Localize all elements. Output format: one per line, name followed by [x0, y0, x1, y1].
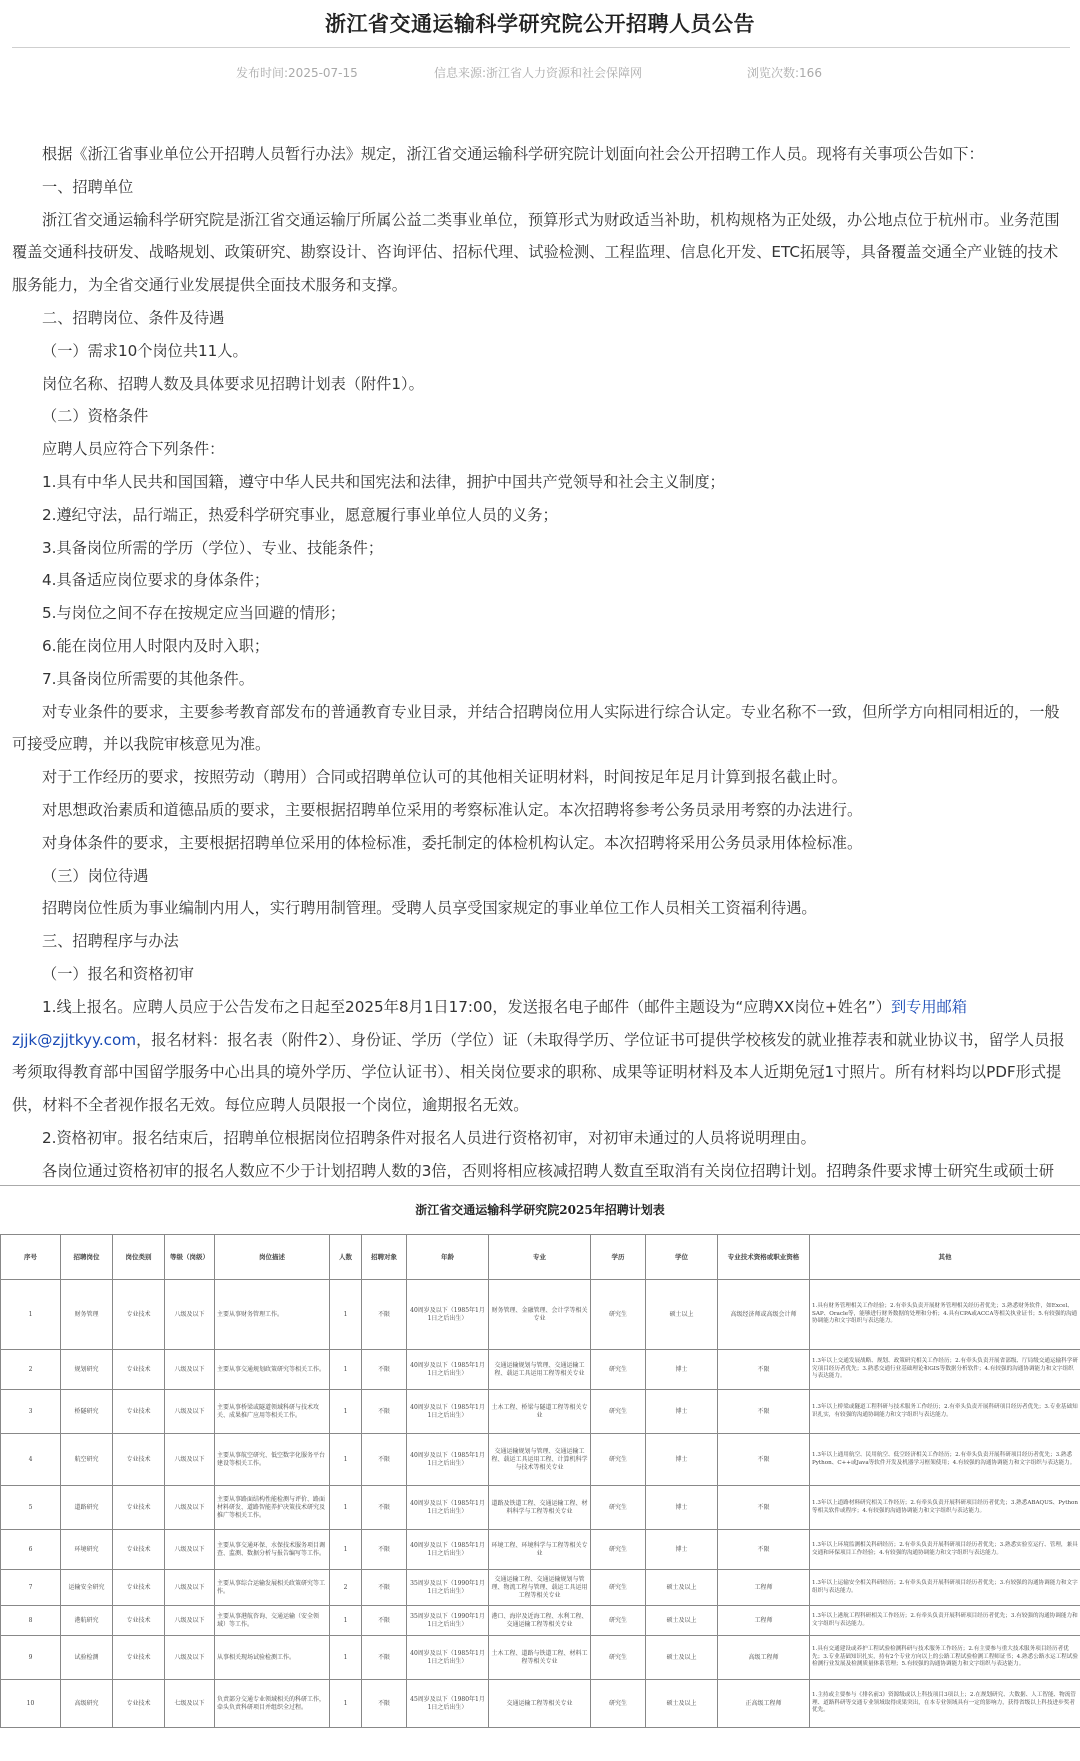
table-cell: 不限 — [362, 1606, 407, 1636]
table-cell: 4 — [1, 1434, 61, 1486]
table-cell: 航空研究 — [61, 1434, 113, 1486]
table-cell: 交通运输工程等相关专业 — [489, 1680, 591, 1728]
subsection-heading: （一）需求10个岗位共11人。 — [12, 335, 1068, 368]
article-body — [12, 138, 1068, 1188]
page-title: 浙江省交通运输科学研究院公开招聘人员公告 — [0, 8, 1080, 38]
section-heading: 二、招聘岗位、条件及待遇 — [12, 302, 1068, 335]
table-cell: 40周岁及以下（1985年1月1日之后出生） — [407, 1280, 489, 1350]
table-cell: 正高级工程师 — [718, 1680, 810, 1728]
table-cell: 八级及以下 — [165, 1570, 215, 1606]
table-cell: 硕士及以上 — [646, 1636, 718, 1680]
table-cell: 2 — [330, 1570, 362, 1606]
table-cell: 不限 — [718, 1530, 810, 1570]
table-cell: 1 — [330, 1390, 362, 1434]
table-cell: 1 — [330, 1434, 362, 1486]
table-cell: 高级经济师或高级会计师 — [718, 1280, 810, 1350]
info-source: 信息来源:浙江省人力资源和社会保障网 — [434, 64, 642, 81]
paragraph: 应聘人员应符合下列条件： — [12, 433, 1068, 466]
table-cell: 不限 — [362, 1636, 407, 1680]
table-cell: 环境研究 — [61, 1530, 113, 1570]
table-cell: 八级及以下 — [165, 1434, 215, 1486]
table-cell: 交通运输规划与管理、交通运输工程、载运工具运用工程等相关专业 — [489, 1350, 591, 1390]
subsection-heading: （二）资格条件 — [12, 400, 1068, 433]
table-cell: 研究生 — [591, 1606, 646, 1636]
table-cell: 1.具有财务管理相关工作经验；2.有牵头负责开展财务管理相关经历者优先；3.熟悉财务软件，如Excel、SAP、Oracle等，能够进行财务数据的处理和分析；4.具有CPA或ACCA等相关执业证书；5.有较强的沟通协调能力和文字组织与表达能力。 — [810, 1280, 1080, 1350]
table-cell: 硕士以上 — [646, 1280, 718, 1350]
table-header-row — [1, 1235, 1080, 1280]
column-header: 其他 — [810, 1235, 1080, 1280]
table-cell: 研究生 — [591, 1680, 646, 1728]
table-row — [1, 1570, 1080, 1606]
subsection-heading: （三）岗位待遇 — [12, 860, 1068, 893]
table-cell: 专业技术 — [113, 1636, 165, 1680]
table-cell: 不限 — [718, 1486, 810, 1530]
paragraph: 岗位名称、招聘人数及具体要求见招聘计划表（附件1）。 — [12, 368, 1068, 401]
column-header: 岗位类别 — [113, 1235, 165, 1280]
table-cell: 港口、海岸及近海工程、水利工程、交通运输工程等相关专业 — [489, 1606, 591, 1636]
table-cell: 不限 — [718, 1390, 810, 1434]
column-header: 招聘岗位 — [61, 1235, 113, 1280]
table-cell: 40周岁及以下（1985年1月1日之后出生） — [407, 1530, 489, 1570]
table-cell: 1 — [330, 1280, 362, 1350]
table-row — [1, 1390, 1080, 1434]
table-cell: 不限 — [362, 1680, 407, 1728]
table-cell: 研究生 — [591, 1570, 646, 1606]
table-row — [1, 1280, 1080, 1350]
paragraph: 根据《浙江省事业单位公开招聘人员暂行办法》规定，浙江省交通运输科学研究院计划面向社会公开招聘工作人员。现将有关事项公告如下： — [12, 138, 1068, 171]
email-link[interactable]: 到专用邮箱zjjk@zjjtkyy.com — [12, 998, 967, 1049]
condition-item: 2.遵纪守法，品行端正，热爱科学研究事业，愿意履行事业单位人员的义务； — [12, 499, 1068, 532]
table-cell: 桥隧研究 — [61, 1390, 113, 1434]
table-cell: 八级及以下 — [165, 1486, 215, 1530]
paragraph: 各岗位通过资格初审的报名人数应不少于计划招聘人数的3倍，否则将相应核减招聘人数直至取消有关岗位招聘计划。招聘条件要求博士研究生或硕士研 — [12, 1155, 1068, 1188]
registration-text: 1.线上报名。应聘人员应于公告发布之日起至2025年8月1日17:00，发送报名电子邮件（邮件主题设为“应聘XX岗位+姓名”） — [42, 998, 891, 1016]
table-cell: 研究生 — [591, 1280, 646, 1350]
table-cell: 不限 — [362, 1486, 407, 1530]
table-row — [1, 1680, 1080, 1728]
table-cell: 1.3年以上港航工程科研相关工作经历；2.有牵头负责开展科研项目经历者优先；3.有较强的沟通协调能力和文字组织与表达能力。 — [810, 1606, 1080, 1636]
table-cell: 运输安全研究 — [61, 1570, 113, 1606]
paragraph: 2.资格初审。报名结束后，招聘单位根据岗位招聘条件对报名人员进行资格初审，对初审未通过的人员将说明理由。 — [12, 1122, 1068, 1155]
registration-paragraph — [12, 991, 1068, 1122]
table-cell: 八级及以下 — [165, 1350, 215, 1390]
table-cell: 八级及以下 — [165, 1530, 215, 1570]
table-cell: 主要从事交通规划政策研究等相关工作。 — [215, 1350, 330, 1390]
table-cell: 道路及铁道工程、交通运输工程、材料科学与工程等相关专业 — [489, 1486, 591, 1530]
table-cell: 不限 — [362, 1350, 407, 1390]
table-row — [1, 1434, 1080, 1486]
table-cell: 1.具有交通建设或养护工程试验检测科研与技术服务工作经历；2.有主要参与重大技术服务项目经历者优先；3.专业基础知识扎实，持有2个专业方向以上的公路工程试验检测工程师证书；4.熟悉公路水运工程试验检测行业发展及检测质量体系管理；5.有较强的沟通协调能力和文字组织与表达能力。 — [810, 1636, 1080, 1680]
table-cell: 专业技术 — [113, 1570, 165, 1606]
condition-item: 3.具备岗位所需的学历（学位）、专业、技能条件； — [12, 532, 1068, 565]
table-cell: 3 — [1, 1390, 61, 1434]
table-cell: 从事相关现场试验检测工作。 — [215, 1636, 330, 1680]
table-cell: 硕士及以上 — [646, 1680, 718, 1728]
table-cell: 不限 — [362, 1530, 407, 1570]
paragraph: 招聘岗位性质为事业编制内用人，实行聘用制管理。受聘人员享受国家规定的事业单位工作人员相关工资福利待遇。 — [12, 892, 1068, 925]
table-cell: 8 — [1, 1606, 61, 1636]
table-cell: 研究生 — [591, 1434, 646, 1486]
table-row — [1, 1530, 1080, 1570]
table-cell: 不限 — [718, 1434, 810, 1486]
condition-item: 4.具备适应岗位要求的身体条件； — [12, 564, 1068, 597]
table-cell: 不限 — [362, 1434, 407, 1486]
table-cell: 1 — [330, 1636, 362, 1680]
table-cell: 5 — [1, 1486, 61, 1530]
table-cell: 规划研究 — [61, 1350, 113, 1390]
table-cell: 专业技术 — [113, 1390, 165, 1434]
table-cell: 1.主持或主要参与《排名前3》资源级或以上科技项目3项以上；2.在规划研究、大数据、人工智能、物流管理、道路科研等交通专业领域取得成果突出，在本专业领域具有一定的影响力，获得省级以上科技进步奖者优先。 — [810, 1680, 1080, 1728]
registration-materials: ，报名材料：报名表（附件2）、身份证、学历（学位）证（未取得学历、学位证书可提供学校核发的就业推荐表和就业协议书，留学人员报考须取得教育部中国留学服务中心出具的境外学历、学位认证书）、相关岗位要求的职称、成果等证明材料及本人近期免冠1寸照片。所有材料均以PDF形式提供，材料不全者视作报名无效。每位应聘人员限报一个岗位，逾期报名无效。 — [12, 1031, 1065, 1115]
table-cell: 专业技术 — [113, 1606, 165, 1636]
paragraph: 对思想政治素质和道德品质的要求，主要根据招聘单位采用的考察标准认定。本次招聘将参考公务员录用考察的办法进行。 — [12, 794, 1068, 827]
table-cell: 45周岁及以下（1980年1月1日之后出生） — [407, 1680, 489, 1728]
plan-table-title: 浙江省交通运输科学研究院2025年招聘计划表 — [0, 1186, 1080, 1234]
column-header: 年龄 — [407, 1235, 489, 1280]
table-cell: 环境工程、环境科学与工程等相关专业 — [489, 1530, 591, 1570]
table-row — [1, 1606, 1080, 1636]
table-row — [1, 1350, 1080, 1390]
table-cell: 1 — [330, 1680, 362, 1728]
column-header: 学历 — [591, 1235, 646, 1280]
table-cell: 八级及以下 — [165, 1390, 215, 1434]
view-count: 浏览次数:166 — [747, 64, 822, 81]
table-cell: 35周岁及以下（1990年1月1日之后出生） — [407, 1606, 489, 1636]
table-cell: 主要从事综合运输发展相关政策研究等工作。 — [215, 1570, 330, 1606]
column-header: 序号 — [1, 1235, 61, 1280]
column-header: 人数 — [330, 1235, 362, 1280]
table-cell: 1.3年以上环境监测相关科研经历；2.有牵头负责开展科研项目经历者优先；3.熟悉实验室运行、管理，兼具交通和环保项目工作经验；4.有较强的沟通协调能力和文字组织与表达能力。 — [810, 1530, 1080, 1570]
table-cell: 1.3年以上道路材料研究相关工作经历；2.有牵头负责开展科研项目经历者优先；3.熟悉ABAQUS、Python等相关软件或程序；4.有较强的沟通协调能力和文字组织与表达能力。 — [810, 1486, 1080, 1530]
paragraph: 对于工作经历的要求，按照劳动（聘用）合同或招聘单位认可的其他相关证明材料，时间按足年足月计算到报名截止时。 — [12, 761, 1068, 794]
table-cell: 10 — [1, 1680, 61, 1728]
table-cell: 博士 — [646, 1434, 718, 1486]
recruitment-plan-table — [0, 1234, 1080, 1728]
table-cell: 交通运输规划与管理、交通运输工程、载运工具运用工程、计算机科学与技术等相关专业 — [489, 1434, 591, 1486]
publish-time: 发布时间:2025-07-15 — [236, 64, 358, 81]
table-cell: 财务管理 — [61, 1280, 113, 1350]
table-cell: 主要从事路面结构性能检测与评价、路面材料研发、道路智能养护决策技术研究及推广等相关工作。 — [215, 1486, 330, 1530]
table-cell: 主要从事桥梁或隧道领域科研与技术攻关、成果推广应用等相关工作。 — [215, 1390, 330, 1434]
table-cell: 1.3年以上运输安全相关科研经历；2.有牵头负责开展科研项目经历者优先；3.有较强的沟通协调能力和文字组织与表达能力。 — [810, 1570, 1080, 1606]
table-cell: 主要从事航空研究、低空数字化服务平台建设等相关工作。 — [215, 1434, 330, 1486]
table-cell: 财务管理、金融管理、会计学等相关专业 — [489, 1280, 591, 1350]
table-cell: 八级及以下 — [165, 1280, 215, 1350]
table-cell: 专业技术 — [113, 1350, 165, 1390]
table-cell: 9 — [1, 1636, 61, 1680]
condition-item: 1.具有中华人民共和国国籍，遵守中华人民共和国宪法和法律，拥护中国共产党领导和社会主义制度； — [12, 466, 1068, 499]
table-cell: 专业技术 — [113, 1680, 165, 1728]
table-cell: 研究生 — [591, 1530, 646, 1570]
column-header: 专业 — [489, 1235, 591, 1280]
recruitment-plan-image — [0, 1185, 1080, 1761]
table-cell: 专业技术 — [113, 1530, 165, 1570]
table-cell: 博士 — [646, 1390, 718, 1434]
table-cell: 八级及以下 — [165, 1606, 215, 1636]
table-cell: 1 — [330, 1606, 362, 1636]
table-cell: 1 — [330, 1530, 362, 1570]
table-row — [1, 1486, 1080, 1530]
title-divider — [12, 47, 1070, 48]
table-cell: 试验检测 — [61, 1636, 113, 1680]
table-cell: 1 — [1, 1280, 61, 1350]
column-header: 招聘对象 — [362, 1235, 407, 1280]
table-cell: 研究生 — [591, 1390, 646, 1434]
table-cell: 不限 — [362, 1390, 407, 1434]
table-cell: 1 — [330, 1350, 362, 1390]
table-cell: 专业技术 — [113, 1280, 165, 1350]
section-heading: 三、招聘程序与办法 — [12, 925, 1068, 958]
table-cell: 交通运输工程、交通运输规划与管理、物流工程与管理、载运工具运用工程等相关专业 — [489, 1570, 591, 1606]
table-cell: 7 — [1, 1570, 61, 1606]
table-cell: 40周岁及以下（1985年1月1日之后出生） — [407, 1434, 489, 1486]
table-cell: 博士 — [646, 1486, 718, 1530]
table-cell: 专业技术 — [113, 1434, 165, 1486]
table-cell: 工程师 — [718, 1570, 810, 1606]
table-cell: 工程师 — [718, 1606, 810, 1636]
column-header: 专业技术资格或职业资格 — [718, 1235, 810, 1280]
table-cell: 主要从事港航咨询、交通运输（安全领域）等工作。 — [215, 1606, 330, 1636]
table-cell: 高级工程师 — [718, 1636, 810, 1680]
paragraph: 对专业条件的要求，主要参考教育部发布的普通教育专业目录，并结合招聘岗位用人实际进行综合认定。专业名称不一致，但所学方向相同相近的，一般可接受应聘，并以我院审核意见为准。 — [12, 696, 1068, 762]
paragraph: 对身体条件的要求，主要根据招聘单位采用的体检标准，委托制定的体检机构认定。本次招聘将采用公务员录用体检标准。 — [12, 827, 1068, 860]
column-header: 等级（岗级） — [165, 1235, 215, 1280]
column-header: 岗位描述 — [215, 1235, 330, 1280]
table-cell: 主要从事财务管理工作。 — [215, 1280, 330, 1350]
column-header: 学位 — [646, 1235, 718, 1280]
table-cell: 硕士及以上 — [646, 1570, 718, 1606]
table-cell: 七级及以下 — [165, 1680, 215, 1728]
table-cell: 1 — [330, 1486, 362, 1530]
table-cell: 2 — [1, 1350, 61, 1390]
table-cell: 1.3年以上通用航空、民用航空、低空经济相关工作经历；2.有牵头负责开展科研项目经历者优先；3.熟悉Python、C++或Java等软件开发及机器学习框架使用；4.有较强的沟通协调能力和文字组织与表达能力。 — [810, 1434, 1080, 1486]
section-heading: 一、招聘单位 — [12, 171, 1068, 204]
table-cell: 负责部分交通专业领域相关的科研工作，牵头负责科研项目并组织全过程。 — [215, 1680, 330, 1728]
table-cell: 1.3年以上交通发展战略、规划、政策研究相关工作经历；2.有牵头负责开展省部级、厅局级交通运输科学研究项目经历者优先；3.熟悉交通行业基础理论和GIS等数据分析软件；4.有较强的沟通协调能力和文字组织与表达能力。 — [810, 1350, 1080, 1390]
table-cell: 八级及以下 — [165, 1636, 215, 1680]
table-cell: 专业技术 — [113, 1486, 165, 1530]
table-cell: 研究生 — [591, 1350, 646, 1390]
table-cell: 研究生 — [591, 1636, 646, 1680]
table-cell: 不限 — [362, 1280, 407, 1350]
table-cell: 研究生 — [591, 1486, 646, 1530]
table-cell: 40周岁及以下（1985年1月1日之后出生） — [407, 1486, 489, 1530]
table-cell: 35周岁及以下（1990年1月1日之后出生） — [407, 1570, 489, 1606]
table-cell: 土木工程、道路与铁道工程、材料工程等相关专业 — [489, 1636, 591, 1680]
table-cell: 40周岁及以下（1985年1月1日之后出生） — [407, 1390, 489, 1434]
table-cell: 港航研究 — [61, 1606, 113, 1636]
table-cell: 道路研究 — [61, 1486, 113, 1530]
table-cell: 博士 — [646, 1350, 718, 1390]
table-cell: 40周岁及以下（1985年1月1日之后出生） — [407, 1350, 489, 1390]
table-cell: 不限 — [718, 1350, 810, 1390]
table-cell: 硕士及以上 — [646, 1606, 718, 1636]
table-cell: 不限 — [362, 1570, 407, 1606]
table-cell: 土木工程、桥梁与隧道工程等相关专业 — [489, 1390, 591, 1434]
table-cell: 40周岁及以下（1985年1月1日之后出生） — [407, 1636, 489, 1680]
table-cell: 博士 — [646, 1530, 718, 1570]
table-cell: 1.3年以上桥梁或隧道工程科研与技术服务工作经历；2.有牵头负责开展科研项目经历者优先；3.专业基础知识扎实，有较强的沟通协调能力和文字组织与表达能力。 — [810, 1390, 1080, 1434]
table-row — [1, 1636, 1080, 1680]
condition-item: 5.与岗位之间不存在按规定应当回避的情形； — [12, 597, 1068, 630]
paragraph: 浙江省交通运输科学研究院是浙江省交通运输厅所属公益二类事业单位，预算形式为财政适当补助，机构规格为正处级，办公地点位于杭州市。业务范围覆盖交通科技研发、战略规划、政策研究、勘察设计、咨询评估、招标代理、试验检测、工程监理、信息化开发、ETC拓展等，具备覆盖交通全产业链的技术服务能力，为全省交通行业发展提供全面技术服务和支撑。 — [12, 204, 1068, 302]
condition-item: 6.能在岗位用人时限内及时入职； — [12, 630, 1068, 663]
condition-item: 7.具备岗位所需要的其他条件。 — [12, 663, 1068, 696]
subsection-heading: （一）报名和资格初审 — [12, 958, 1068, 991]
table-cell: 高级研究 — [61, 1680, 113, 1728]
table-cell: 主要从事交通环保、水保技术服务项目调查、监测、数据分析与报告编写等工作。 — [215, 1530, 330, 1570]
table-cell: 6 — [1, 1530, 61, 1570]
